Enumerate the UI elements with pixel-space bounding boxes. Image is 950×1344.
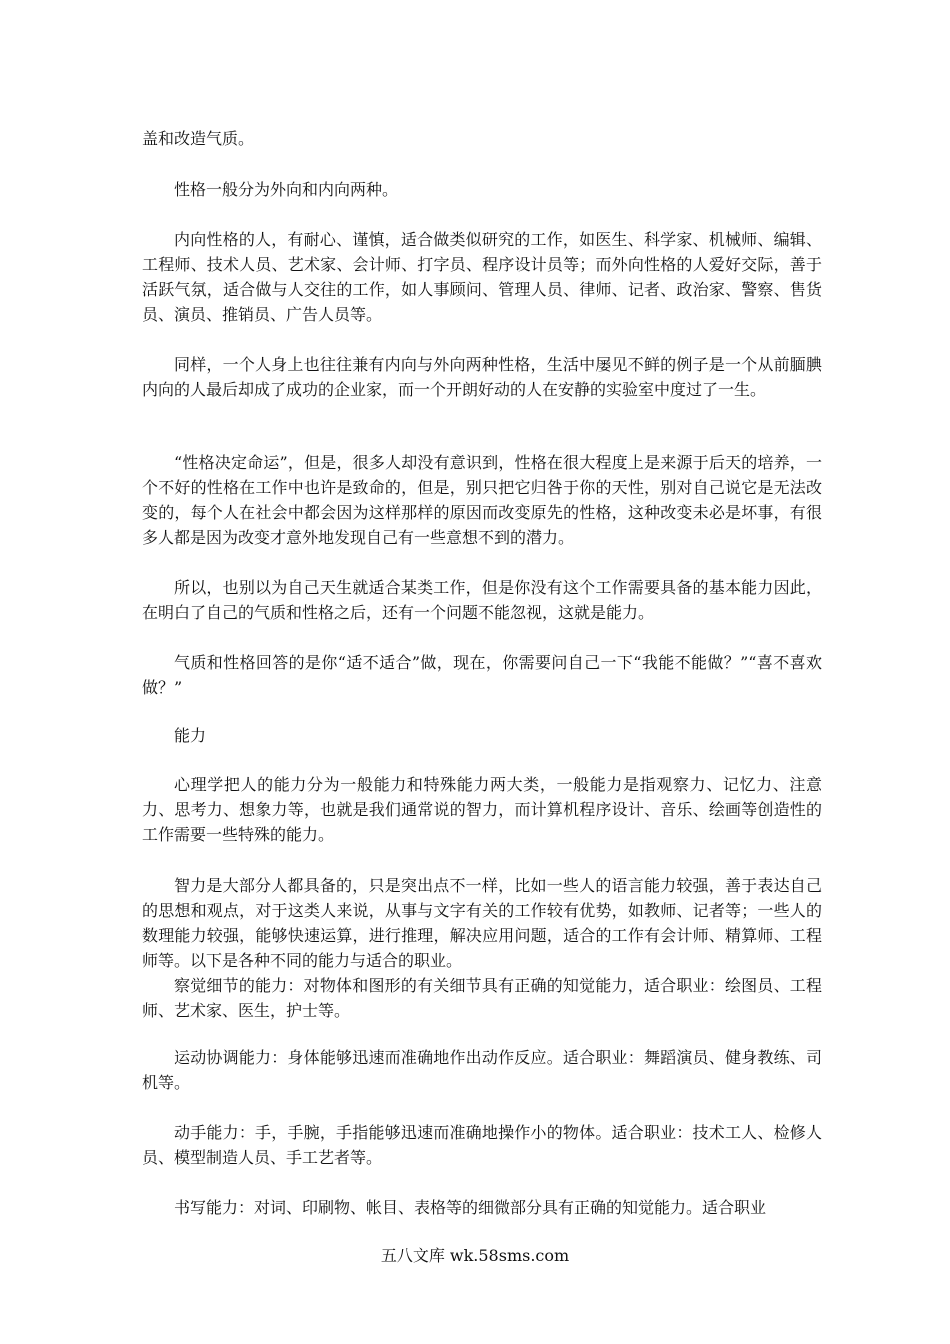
paragraph-personality-types: 性格一般分为外向和内向两种。 bbox=[174, 180, 399, 199]
paragraph-motor-coordination: 运动协调能力：身体能够迅速而准确地作出动作反应。适合职业：舞蹈演员、健身教练、司机等。 bbox=[142, 1048, 822, 1092]
paragraph-suitability: 气质和性格回答的是你“适不适合”做，现在，你需要问自己一下“我能不能做？”“喜不喜欢做？” bbox=[142, 653, 822, 697]
section-heading-ability: 能力 bbox=[174, 726, 207, 745]
paragraph-ability-types: 心理学把人的能力分为一般能力和特殊能力两大类，一般能力是指观察力、记忆力、注意力、思考力、想象力等，也就是我们通常说的智力，而计算机程序设计、音乐、绘画等创造性的工作需要一些特殊的能力。 bbox=[142, 775, 822, 844]
paragraph-personality-destiny: “性格决定命运”，但是，很多人却没有意识到，性格在很大程度上是来源于后天的培养，一个不好的性格在工作中也许是致命的，但是，别只把它归咎于你的天性，别对自己说它是无法改变的，每个人在社会中都会因为这样那样的原因而改变原先的性格，这种改变未必是坏事，有很多人都是因为改变才意外地发现自己有一些意想不到的潜力。 bbox=[142, 453, 822, 547]
paragraph-introvert-extrovert: 内向性格的人，有耐心、谨慎，适合做类似研究的工作，如医生、科学家、机械师、编辑、工程师、技术人员、艺术家、会计师、打字员、程序设计员等；而外向性格的人爱好交际，善于活跃气氛，适合做与人交往的工作，如人事顾问、管理人员、律师、记者、政治家、警察、售货员、演员、推销员、广告人员等。 bbox=[142, 230, 822, 324]
paragraph-detail-ability: 察觉细节的能力：对物体和图形的有关细节具有正确的知觉能力，适合职业：绘图员、工程师、艺术家、医生，护士等。 bbox=[142, 976, 822, 1020]
paragraph-intelligence: 智力是大部分人都具备的，只是突出点不一样，比如一些人的语言能力较强，善于表达自己的思想和观点，对于这类人来说，从事与文字有关的工作较有优势，如教师、记者等；一些人的数理能力较强，能够快速运算，进行推理，解决应用问题，适合的工作有会计师、精算师、工程师等。以下是各种不同的能力与适合的职业。 bbox=[142, 876, 822, 970]
paragraph-writing-ability: 书写能力：对词、印刷物、帐目、表格等的细微部分具有正确的知觉能力。适合职业 bbox=[174, 1198, 767, 1217]
paragraph-continuation: 盖和改造气质。 bbox=[142, 129, 255, 148]
paragraph-manual-ability: 动手能力：手，手腕，手指能够迅速而准确地操作小的物体。适合职业：技术工人、检修人员、模型制造人员、手工艺者等。 bbox=[142, 1123, 822, 1167]
paragraph-ability-intro: 所以，也别以为自己天生就适合某类工作，但是你没有这个工作需要具备的基本能力因此，在明白了自己的气质和性格之后，还有一个问题不能忽视，这就是能力。 bbox=[142, 578, 822, 622]
paragraph-mixed-personality: 同样，一个人身上也往往兼有内向与外向两种性格，生活中屡见不鲜的例子是一个从前腼腆内向的人最后却成了成功的企业家，而一个开朗好动的人在安静的实验室中度过了一生。 bbox=[142, 355, 822, 399]
page-footer: 五八文库 wk.58sms.com bbox=[380, 1246, 570, 1265]
